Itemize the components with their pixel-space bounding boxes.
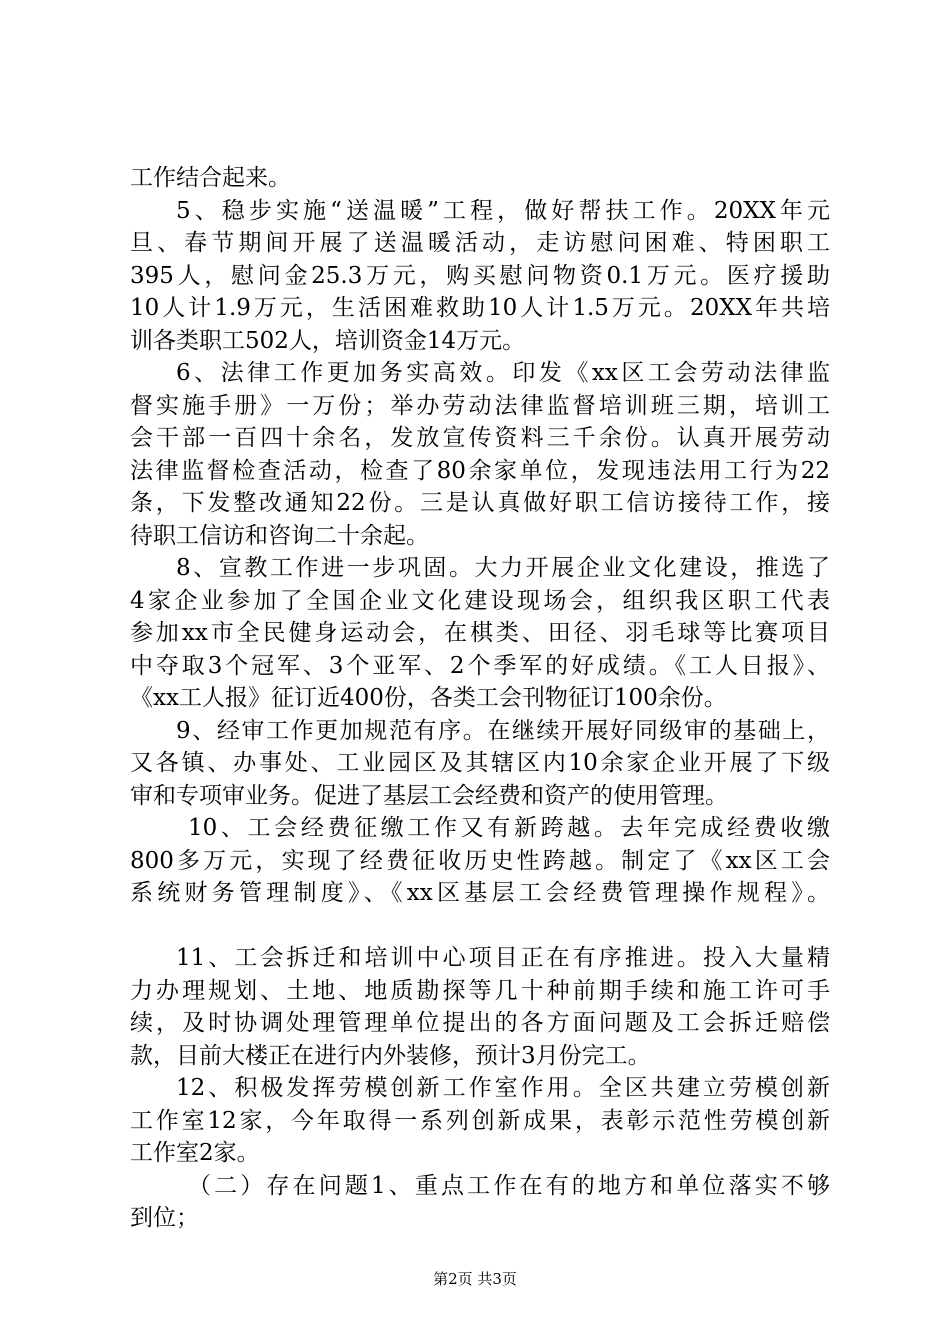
text-line: 工作室12家，今年取得一系列创新成果，表彰示范性劳模创新 <box>130 1107 830 1134</box>
text-line: 督实施手册》一万份；举办劳动法律监督培训班三期，培训工 <box>130 392 830 419</box>
text-line: 法律监督检查活动，检查了80余家单位，发现违法用工行为22 <box>130 457 830 484</box>
text-line: 395人，慰问金25.3万元，购买慰问物资0.1万元。医疗援助 <box>130 262 830 289</box>
text-line: 款，目前大楼正在进行内外装修，预计3月份完工。 <box>130 1042 651 1069</box>
text-line: 11、工会拆迁和培训中心项目正在有序推进。投入大量精 <box>176 945 830 971</box>
text-line: 旦、春节期间开展了送温暖活动，走访慰问困难、特困职工 <box>130 230 830 256</box>
text-line: （二）存在问题1、重点工作在有的地方和单位落实不够 <box>188 1172 830 1199</box>
text-line: 10人计1.9万元，生活困难救助10人计1.5万元。20XX年共培 <box>130 295 830 321</box>
text-line: 4家企业参加了全国企业文化建设现场会，组织我区职工代表 <box>130 587 830 614</box>
text-line: 到位； <box>130 1205 199 1231</box>
document-body <box>130 162 830 1235</box>
text-line: 8、宣教工作进一步巩固。大力开展企业文化建设，推选了 <box>176 555 830 581</box>
text-line: 训各类职工502人，培训资金14万元。 <box>130 327 526 354</box>
text-line: 12、积极发挥劳模创新工作室作用。全区共建立劳模创新 <box>176 1075 830 1101</box>
text-line: 6、法律工作更加务实高效。印发《xx区工会劳动法律监 <box>176 360 830 386</box>
text-line: 5、稳步实施“送温暖”工程，做好帮扶工作。20XX年元 <box>176 197 830 224</box>
blank-line <box>130 910 830 943</box>
text-line: 工作室2家。 <box>130 1140 260 1166</box>
text-line: 《xx工人报》征订近400份，各类工会刊物征订100余份。 <box>130 685 727 711</box>
text-line: 会干部一百四十余名，发放宣传资料三千余份。认真开展劳动 <box>130 425 830 451</box>
text-line: 中夺取3个冠军、3个亚军、2个季军的好成绩。《工人日报》、 <box>130 652 830 679</box>
text-line: 审和专项审业务。促进了基层工会经费和资产的使用管理。 <box>130 782 728 809</box>
text-line: 力办理规划、土地、地质勘探等几十种前期手续和施工许可手 <box>130 977 830 1004</box>
text-line: 参加xx市全民健身运动会，在棋类、田径、羽毛球等比赛项目 <box>130 620 830 646</box>
text-line: 续，及时协调处理管理单位提出的各方面问题及工会拆迁赔偿 <box>130 1010 830 1036</box>
text-line: 又各镇、办事处、工业园区及其辖区内10余家企业开展了下级 <box>130 750 830 776</box>
text-line: 9、经审工作更加规范有序。在继续开展好同级审的基础上， <box>176 717 830 744</box>
text-line: 800多万元，实现了经费征收历史性跨越。制定了《xx区工会 <box>130 847 830 874</box>
text-line: 10、工会经费征缴工作又有新跨越。去年完成经费收缴 <box>188 815 830 841</box>
text-line: 系统财务管理制度》、《xx区基层工会经费管理操作规程》。 <box>130 880 830 906</box>
text-line: 待职工信访和咨询二十余起。 <box>130 522 429 549</box>
text-line: 工作结合起来。 <box>130 165 291 191</box>
text-line: 条，下发整改通知22份。三是认真做好职工信访接待工作，接 <box>130 490 830 516</box>
page-footer: 第2页 共3页 <box>433 1270 517 1288</box>
